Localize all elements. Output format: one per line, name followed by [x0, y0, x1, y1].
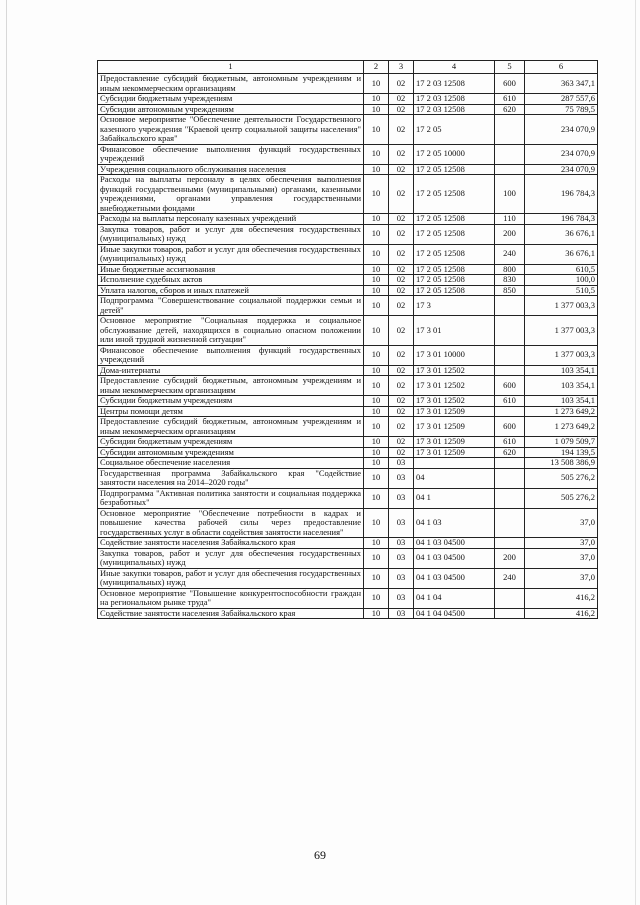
row-amount-cell: 234 070,9	[525, 144, 598, 164]
table-row	[98, 365, 598, 376]
row-amount-cell: 1 273 649,2	[525, 417, 598, 437]
table-row	[98, 74, 598, 94]
row-expense-type-cell: 600	[495, 74, 525, 94]
row-amount-cell: 1 079 509,7	[525, 437, 598, 448]
row-subsection-cell: 03	[389, 538, 414, 549]
row-section-cell: 10	[364, 296, 389, 316]
row-amount-cell: 234 070,9	[525, 115, 598, 145]
row-amount-cell: 1 273 649,2	[525, 406, 598, 417]
row-section-cell: 10	[364, 458, 389, 469]
row-amount-cell: 610,5	[525, 264, 598, 275]
row-name-cell: Основное мероприятие "Обеспечение деятельности Государственного казенного учреждения "Краевой центр социальной защиты населения" Забайкальского края"	[98, 115, 364, 145]
row-expense-type-cell: 830	[495, 275, 525, 286]
row-expense-type-cell: 100	[495, 175, 525, 214]
table-row	[98, 376, 598, 396]
row-amount-cell: 103 354,1	[525, 396, 598, 407]
row-subsection-cell: 02	[389, 164, 414, 175]
row-amount-cell: 196 784,3	[525, 214, 598, 225]
table-row	[98, 104, 598, 115]
row-subsection-cell: 03	[389, 568, 414, 588]
row-amount-cell: 416,2	[525, 588, 598, 608]
row-target-code-cell: 04 1	[414, 488, 495, 508]
row-amount-cell: 1 377 003,3	[525, 296, 598, 316]
row-section-cell: 10	[364, 508, 389, 538]
row-amount-cell: 36 676,1	[525, 244, 598, 264]
row-expense-type-cell: 240	[495, 244, 525, 264]
row-target-code-cell: 17 2 05 12508	[414, 164, 495, 175]
row-section-cell: 10	[364, 608, 389, 619]
table-row	[98, 264, 598, 275]
row-target-code-cell: 17 3 01	[414, 316, 495, 346]
table-row	[98, 488, 598, 508]
row-section-cell: 10	[364, 538, 389, 549]
row-amount-cell: 37,0	[525, 508, 598, 538]
row-subsection-cell: 02	[389, 74, 414, 94]
row-target-code-cell: 04 1 03 04500	[414, 568, 495, 588]
row-amount-cell: 234 070,9	[525, 164, 598, 175]
row-name-cell: Закупка товаров, работ и услуг для обеспечения государственных (муниципальных) нужд	[98, 224, 364, 244]
table-row	[98, 144, 598, 164]
row-expense-type-cell	[495, 608, 525, 619]
row-name-cell: Содействие занятости населения Забайкальского края	[98, 608, 364, 619]
page-number: 69	[314, 848, 326, 862]
row-name-cell: Учреждения социального обслуживания населения	[98, 164, 364, 175]
table-row	[98, 224, 598, 244]
header-cell-target-code: 4	[414, 61, 495, 74]
row-subsection-cell: 03	[389, 608, 414, 619]
table-row	[98, 447, 598, 458]
row-name-cell: Финансовое обеспечение выполнения функций государственных учреждений	[98, 144, 364, 164]
row-expense-type-cell: 620	[495, 104, 525, 115]
row-name-cell: Финансовое обеспечение выполнения функций государственных учреждений	[98, 345, 364, 365]
table-row	[98, 538, 598, 549]
row-expense-type-cell	[495, 468, 525, 488]
table-row	[98, 275, 598, 286]
row-target-code-cell: 17 2 05 12508	[414, 175, 495, 214]
row-amount-cell: 505 276,2	[525, 488, 598, 508]
row-expense-type-cell	[495, 538, 525, 549]
row-amount-cell: 100,0	[525, 275, 598, 286]
table-row	[98, 175, 598, 214]
row-section-cell: 10	[364, 175, 389, 214]
row-section-cell: 10	[364, 365, 389, 376]
row-target-code-cell: 04 1 04	[414, 588, 495, 608]
row-name-cell: Субсидии автономным учреждениям	[98, 104, 364, 115]
table-row	[98, 345, 598, 365]
row-subsection-cell: 02	[389, 296, 414, 316]
row-amount-cell: 287 557,6	[525, 94, 598, 105]
row-target-code-cell: 17 3 01 12509	[414, 406, 495, 417]
row-expense-type-cell: 610	[495, 94, 525, 105]
table-row	[98, 94, 598, 105]
row-section-cell: 10	[364, 588, 389, 608]
table-row	[98, 285, 598, 296]
row-name-cell: Субсидии бюджетным учреждениям	[98, 396, 364, 407]
row-expense-type-cell	[495, 316, 525, 346]
row-name-cell: Центры помощи детям	[98, 406, 364, 417]
row-section-cell: 10	[364, 568, 389, 588]
header-cell-expense-type: 5	[495, 61, 525, 74]
budget-table	[97, 60, 598, 619]
table-row	[98, 296, 598, 316]
row-amount-cell: 37,0	[525, 538, 598, 549]
row-subsection-cell: 02	[389, 224, 414, 244]
row-subsection-cell: 02	[389, 104, 414, 115]
row-amount-cell: 36 676,1	[525, 224, 598, 244]
row-name-cell: Государственная программа Забайкальского края "Содействие занятости населения на 2014–2020 годы"	[98, 468, 364, 488]
row-target-code-cell	[414, 458, 495, 469]
row-target-code-cell: 17 2 03 12508	[414, 74, 495, 94]
row-amount-cell: 1 377 003,3	[525, 316, 598, 346]
row-name-cell: Предоставление субсидий бюджетным, автономным учреждениям и иным некоммерческим организациям	[98, 376, 364, 396]
row-section-cell: 10	[364, 396, 389, 407]
row-section-cell: 10	[364, 94, 389, 105]
row-section-cell: 10	[364, 488, 389, 508]
row-target-code-cell: 17 2 05 10000	[414, 144, 495, 164]
table-header-row	[98, 61, 598, 74]
row-section-cell: 10	[364, 164, 389, 175]
row-amount-cell: 194 139,5	[525, 447, 598, 458]
row-name-cell: Расходы на выплаты персоналу в целях обеспечения выполнения функций государственными (муниципальными) органами, казенными учреждениями, органами управления государственными внебюджетными фондами	[98, 175, 364, 214]
row-name-cell: Иные закупки товаров, работ и услуг для обеспечения государственных (муниципальных) нужд	[98, 568, 364, 588]
row-expense-type-cell	[495, 588, 525, 608]
row-target-code-cell: 04 1 03 04500	[414, 538, 495, 549]
row-name-cell: Основное мероприятие "Обеспечение потребности в кадрах и повышение качества рабочей силы через предоставление государственных услуг в области содействия занятости населения"	[98, 508, 364, 538]
row-subsection-cell: 02	[389, 316, 414, 346]
table-row	[98, 417, 598, 437]
row-target-code-cell: 04 1 04 04500	[414, 608, 495, 619]
row-expense-type-cell: 600	[495, 417, 525, 437]
row-expense-type-cell: 610	[495, 437, 525, 448]
row-expense-type-cell	[495, 345, 525, 365]
row-section-cell: 10	[364, 376, 389, 396]
row-target-code-cell: 04	[414, 468, 495, 488]
row-expense-type-cell	[495, 458, 525, 469]
row-subsection-cell: 03	[389, 588, 414, 608]
row-name-cell: Основное мероприятие "Социальная поддержка и социальное обслуживание детей, находящихся в социально опасном положении или иной трудной жизненной ситуации"	[98, 316, 364, 346]
row-target-code-cell: 17 3 01 12502	[414, 396, 495, 407]
row-subsection-cell: 02	[389, 417, 414, 437]
row-amount-cell: 103 354,1	[525, 376, 598, 396]
row-amount-cell: 510,5	[525, 285, 598, 296]
row-expense-type-cell: 850	[495, 285, 525, 296]
row-expense-type-cell	[495, 508, 525, 538]
row-name-cell: Иные бюджетные ассигнования	[98, 264, 364, 275]
row-name-cell: Основное мероприятие "Повышение конкурентоспособности граждан на региональном рынке труда"	[98, 588, 364, 608]
row-name-cell: Исполнение судебных актов	[98, 275, 364, 286]
row-subsection-cell: 02	[389, 214, 414, 225]
header-cell-amount: 6	[525, 61, 598, 74]
row-section-cell: 10	[364, 264, 389, 275]
row-expense-type-cell: 200	[495, 548, 525, 568]
row-target-code-cell: 17 2 05 12508	[414, 244, 495, 264]
row-expense-type-cell: 800	[495, 264, 525, 275]
row-subsection-cell: 02	[389, 285, 414, 296]
row-amount-cell: 505 276,2	[525, 468, 598, 488]
row-target-code-cell: 17 2 05	[414, 115, 495, 145]
row-section-cell: 10	[364, 144, 389, 164]
row-target-code-cell: 17 2 05 12508	[414, 285, 495, 296]
row-name-cell: Субсидии бюджетным учреждениям	[98, 94, 364, 105]
table-body	[98, 74, 598, 619]
table-row	[98, 548, 598, 568]
row-target-code-cell: 17 3 01 12502	[414, 365, 495, 376]
row-subsection-cell: 02	[389, 94, 414, 105]
table-row	[98, 244, 598, 264]
row-name-cell: Содействие занятости населения Забайкальского края	[98, 538, 364, 549]
row-target-code-cell: 17 2 05 12508	[414, 224, 495, 244]
header-cell-section: 2	[364, 61, 389, 74]
row-expense-type-cell: 610	[495, 396, 525, 407]
row-subsection-cell: 02	[389, 264, 414, 275]
row-section-cell: 10	[364, 224, 389, 244]
scan-edge-left	[6, 0, 7, 905]
row-subsection-cell: 03	[389, 488, 414, 508]
row-section-cell: 10	[364, 275, 389, 286]
scan-edge-right	[635, 0, 636, 905]
row-target-code-cell: 17 2 03 12508	[414, 94, 495, 105]
row-name-cell: Уплата налогов, сборов и иных платежей	[98, 285, 364, 296]
row-subsection-cell: 02	[389, 437, 414, 448]
row-name-cell: Субсидии автономным учреждениям	[98, 447, 364, 458]
row-subsection-cell: 02	[389, 396, 414, 407]
row-name-cell: Предоставление субсидий бюджетным, автономным учреждениям и иным некоммерческим организациям	[98, 417, 364, 437]
row-name-cell: Социальное обеспечение населения	[98, 458, 364, 469]
row-amount-cell: 1 377 003,3	[525, 345, 598, 365]
row-section-cell: 10	[364, 74, 389, 94]
row-section-cell: 10	[364, 417, 389, 437]
row-target-code-cell: 17 3	[414, 296, 495, 316]
table-row	[98, 437, 598, 448]
row-expense-type-cell: 110	[495, 214, 525, 225]
row-subsection-cell: 03	[389, 508, 414, 538]
row-section-cell: 10	[364, 115, 389, 145]
row-amount-cell: 363 347,1	[525, 74, 598, 94]
row-section-cell: 10	[364, 548, 389, 568]
row-target-code-cell: 04 1 03	[414, 508, 495, 538]
row-target-code-cell: 17 2 05 12508	[414, 275, 495, 286]
header-cell-name: 1	[98, 61, 364, 74]
row-amount-cell: 103 354,1	[525, 365, 598, 376]
table-row	[98, 568, 598, 588]
row-amount-cell: 37,0	[525, 548, 598, 568]
row-subsection-cell: 03	[389, 458, 414, 469]
row-section-cell: 10	[364, 468, 389, 488]
row-name-cell: Иные закупки товаров, работ и услуг для обеспечения государственных (муниципальных) нужд	[98, 244, 364, 264]
row-expense-type-cell	[495, 115, 525, 145]
row-subsection-cell: 02	[389, 376, 414, 396]
row-expense-type-cell	[495, 164, 525, 175]
row-target-code-cell: 17 3 01 12509	[414, 417, 495, 437]
table-row	[98, 115, 598, 145]
row-subsection-cell: 02	[389, 175, 414, 214]
row-name-cell: Закупка товаров, работ и услуг для обеспечения государственных (муниципальных) нужд	[98, 548, 364, 568]
row-subsection-cell: 02	[389, 115, 414, 145]
row-subsection-cell: 02	[389, 447, 414, 458]
row-target-code-cell: 17 3 01 12509	[414, 447, 495, 458]
row-target-code-cell: 17 3 01 12509	[414, 437, 495, 448]
row-subsection-cell: 02	[389, 144, 414, 164]
row-amount-cell: 75 789,5	[525, 104, 598, 115]
row-amount-cell: 37,0	[525, 568, 598, 588]
row-target-code-cell: 17 3 01 12502	[414, 376, 495, 396]
row-subsection-cell: 02	[389, 275, 414, 286]
row-expense-type-cell	[495, 365, 525, 376]
row-section-cell: 10	[364, 214, 389, 225]
table-row	[98, 406, 598, 417]
row-subsection-cell: 03	[389, 548, 414, 568]
row-expense-type-cell	[495, 406, 525, 417]
row-section-cell: 10	[364, 406, 389, 417]
row-section-cell: 10	[364, 244, 389, 264]
row-amount-cell: 416,2	[525, 608, 598, 619]
row-expense-type-cell: 620	[495, 447, 525, 458]
row-section-cell: 10	[364, 345, 389, 365]
header-cell-subsection: 3	[389, 61, 414, 74]
row-section-cell: 10	[364, 104, 389, 115]
table-row	[98, 608, 598, 619]
row-name-cell: Подпрограмма "Активная политика занятости и социальная поддержка безработных"	[98, 488, 364, 508]
table-row	[98, 588, 598, 608]
row-section-cell: 10	[364, 447, 389, 458]
row-subsection-cell: 02	[389, 244, 414, 264]
row-subsection-cell: 03	[389, 468, 414, 488]
row-expense-type-cell: 600	[495, 376, 525, 396]
row-name-cell: Субсидии бюджетным учреждениям	[98, 437, 364, 448]
row-target-code-cell: 04 1 03 04500	[414, 548, 495, 568]
table-row	[98, 468, 598, 488]
row-expense-type-cell: 200	[495, 224, 525, 244]
row-name-cell: Предоставление субсидий бюджетным, автономным учреждениям и иным некоммерческим организациям	[98, 74, 364, 94]
row-target-code-cell: 17 3 01 10000	[414, 345, 495, 365]
row-section-cell: 10	[364, 285, 389, 296]
table-row	[98, 164, 598, 175]
table-row	[98, 396, 598, 407]
row-name-cell: Расходы на выплаты персоналу казенных учреждений	[98, 214, 364, 225]
table-row	[98, 214, 598, 225]
row-amount-cell: 196 784,3	[525, 175, 598, 214]
row-amount-cell: 13 508 386,9	[525, 458, 598, 469]
row-expense-type-cell	[495, 296, 525, 316]
row-target-code-cell: 17 2 05 12508	[414, 264, 495, 275]
row-expense-type-cell	[495, 488, 525, 508]
row-subsection-cell: 02	[389, 365, 414, 376]
row-name-cell: Дома-интернаты	[98, 365, 364, 376]
row-target-code-cell: 17 2 03 12508	[414, 104, 495, 115]
row-section-cell: 10	[364, 316, 389, 346]
table-row	[98, 508, 598, 538]
row-expense-type-cell: 240	[495, 568, 525, 588]
table-row	[98, 458, 598, 469]
row-subsection-cell: 02	[389, 345, 414, 365]
row-subsection-cell: 02	[389, 406, 414, 417]
row-target-code-cell: 17 2 05 12508	[414, 214, 495, 225]
row-section-cell: 10	[364, 437, 389, 448]
row-expense-type-cell	[495, 144, 525, 164]
table-row	[98, 316, 598, 346]
row-name-cell: Подпрограмма "Совершенствование социальной поддержки семьи и детей"	[98, 296, 364, 316]
